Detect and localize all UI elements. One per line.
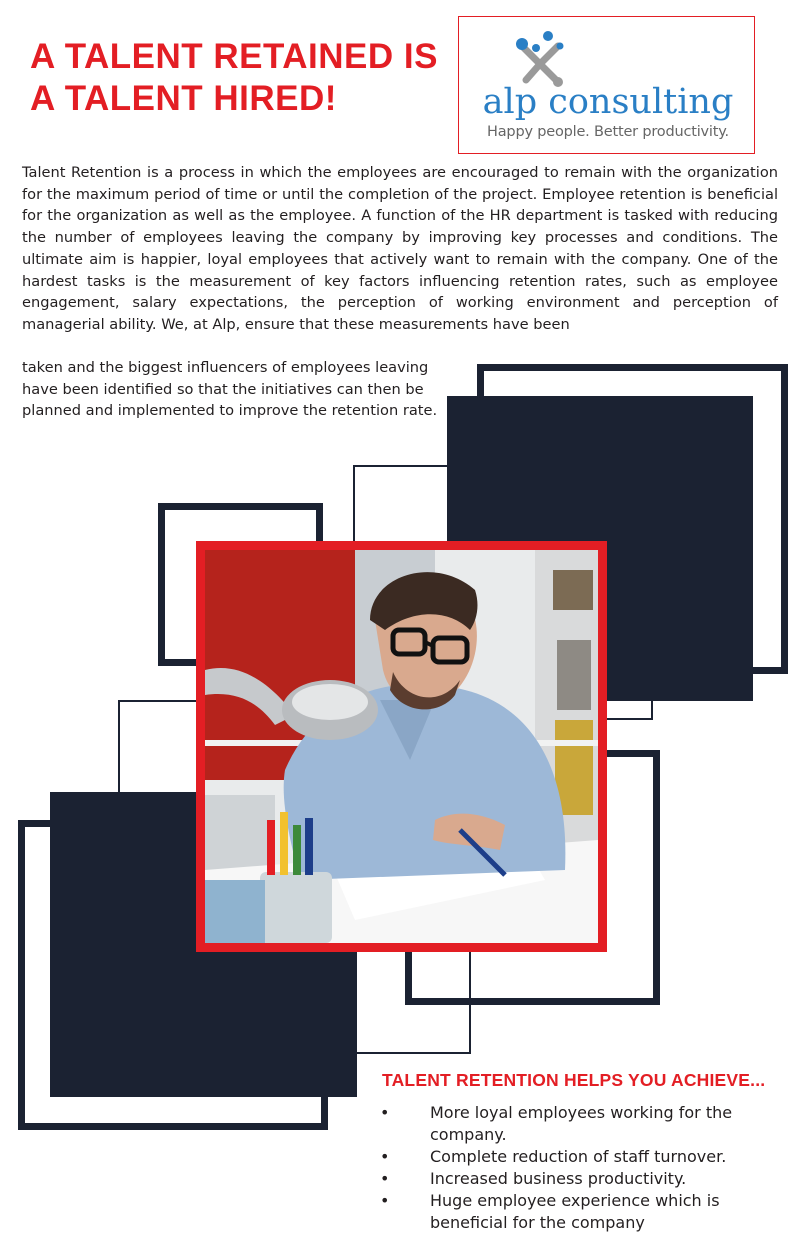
- achieve-item: • Huge employee experience which is beneficial for the company: [380, 1190, 790, 1234]
- headline-line-2: A TALENT HIRED!: [30, 79, 337, 118]
- achieve-item: • More loyal employees working for the company.: [380, 1102, 790, 1146]
- achieve-list: [380, 1102, 790, 1234]
- page-headline: [30, 36, 450, 120]
- intro-paragraph-continued: taken and the biggest influencers of employees leaving have been identified so that the initiatives can then be planned and implemented to improve the retention rate.: [22, 359, 438, 420]
- headline-line-1: A TALENT RETAINED IS: [30, 37, 438, 76]
- logo-name: alp consulting: [482, 82, 734, 122]
- intro-paragraph: Talent Retention is a process in which the employees are encouraged to remain with the organization for the maximum period of time or until the completion of the project. Employee retention is beneficial for the organization as well as the employee. A function of the HR department is tasked with reducing the number of employees leaving the company by improving key processes and conditions. The ultimate aim is happier, loyal employees that actively want to remain with the company. One of the hardest tasks is the measurement of key factors influencing retention rates, such as employee engagement, salary expectations, the perception of working environment and perception of managerial ability. We, at Alp, ensure that these measurements have been: [22, 164, 778, 333]
- logo-tagline: Happy people. Better productivity.: [487, 124, 729, 140]
- achieve-item: • Complete reduction of staff turnover.: [380, 1146, 790, 1168]
- photo-man-writing: [205, 550, 598, 943]
- achieve-heading: TALENT RETENTION HELPS YOU ACHIEVE...: [382, 1070, 766, 1090]
- achieve-item: • Increased business productivity.: [380, 1168, 790, 1190]
